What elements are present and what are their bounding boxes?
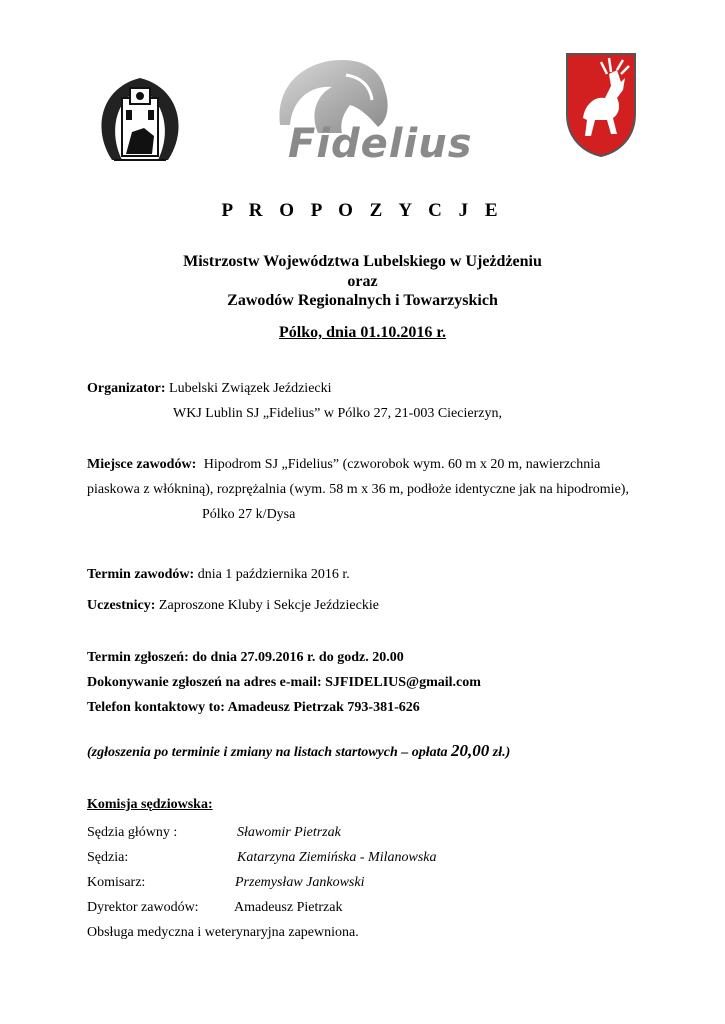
committee-role: Sędzia: [87, 850, 129, 865]
committee-heading: Komisja sędziowska: [87, 797, 213, 812]
committee-row [87, 875, 145, 891]
organizer-label: Organizator: [87, 381, 166, 396]
club-emblem-logo [92, 70, 188, 170]
committee-name: Sławomir Pietrzak [237, 825, 341, 840]
organizer-value1: Lubelski Związek Jeździecki [169, 381, 332, 396]
venue-value1: Hipodrom SJ „Fidelius” (czworobok wym. 60 m x 20 m, nawierzchnia [203, 457, 601, 472]
term-line [87, 567, 350, 583]
organizer-line1 [87, 381, 332, 397]
fidelius-logo-text: Fidelius [288, 121, 473, 167]
organizer-value2: WKJ Lublin SJ „Fidelius” w Pólko 27, 21-003 Ciecierzyn, [173, 406, 502, 421]
entries-email: Dokonywanie zgłoszeń na adres e-mail: SJFIDELIUS@gmail.com [87, 675, 481, 690]
committee-row [87, 850, 128, 866]
venue-line1 [87, 457, 600, 473]
term-label: Termin zawodów: [87, 567, 195, 582]
heading-line3: Zawodów Regionalnych i Towarzyskich [227, 292, 498, 309]
committee-role: Komisarz: [87, 875, 146, 890]
heading-date-wrap [0, 324, 725, 342]
committee-name: Przemysław Jankowski [235, 875, 365, 890]
committee-footer: Obsługa medyczna i weterynaryjna zapewniona. [87, 925, 359, 940]
heading-line2: oraz [347, 273, 378, 290]
venue-label: Miejsce zawodów: [87, 457, 197, 472]
committee-name: Amadeusz Pietrzak [234, 900, 343, 915]
fee-amount: 20,00 [451, 741, 490, 760]
entries-phone: Telefon kontaktowy to: Amadeusz Pietrzak 793-381-626 [87, 700, 420, 715]
heading-date: Pólko, dnia 01.10.2016 r. [279, 324, 446, 341]
participants-line [87, 598, 379, 614]
document-title: P R O P O Z Y C J E [221, 200, 504, 221]
fee-note [87, 741, 510, 761]
committee-name: Katarzyna Ziemińska - Milanowska [237, 850, 437, 865]
entries-deadline: Termin zgłoszeń: do dnia 27.09.2016 r. do godz. 20.00 [87, 650, 404, 665]
committee-role: Dyrektor zawodów: [87, 900, 199, 915]
committee-role: Sędzia główny : [87, 825, 178, 840]
fidelius-logo [270, 55, 473, 170]
coat-of-arms-logo [565, 52, 637, 158]
venue-value2: piaskowa z włókniną), rozprężalnia (wym. 58 m x 36 m, podłoże identyczne jak na hipodromie), [87, 482, 629, 497]
fee-suffix: zł.) [489, 745, 511, 760]
term-value: dnia 1 października 2016 r. [197, 567, 350, 582]
participants-label: Uczestnicy: [87, 598, 156, 613]
committee-row [87, 900, 199, 916]
committee-row [87, 825, 177, 841]
fee-note-text: (zgłoszenia po terminie i zmiany na listach startowych – opłata [87, 745, 452, 760]
heading-line1: Mistrzostw Województwa Lubelskiego w Ujeżdżeniu [183, 253, 542, 270]
venue-value3: Pólko 27 k/Dysa [202, 507, 296, 522]
participants-value: Zaproszone Kluby i Sekcje Jeździeckie [158, 598, 379, 613]
